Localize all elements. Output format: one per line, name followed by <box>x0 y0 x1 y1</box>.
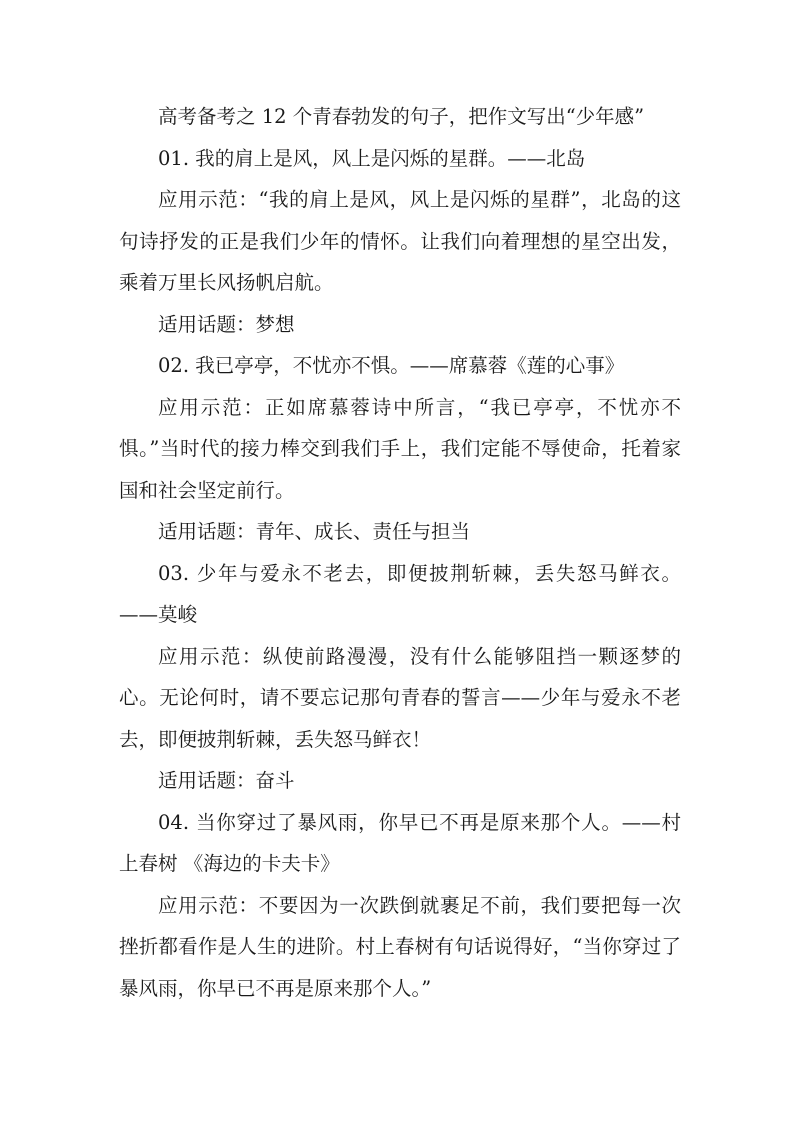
topic-03: 适用话题：奋斗 <box>158 769 295 792</box>
quote-02: 02. 我已亭亭，不忧亦不惧。——席慕蓉《莲的心事》 <box>158 354 625 377</box>
example-04: 应用示范：不要因为一次跌倒就裹足不前，我们要把每一次挫折都看作是人生的进阶。村上春树有句话说得好，“当你穿过了暴风雨，你早已不再是原来那个人。” <box>119 893 681 1000</box>
example-03: 应用示范：纵使前路漫漫，没有什么能够阻挡一颗逐梦的心。无论何时，请不要忘记那句青春的誓言——少年与爱永不老去，即便披荆斩棘，丢失怒马鲜衣！ <box>119 644 681 751</box>
quote-03: 03. 少年与爱永不老去，即便披荆斩棘，丢失怒马鲜衣。——莫峻 <box>119 561 681 626</box>
example-01: 应用示范：“我的肩上是风，风上是闪烁的星群”，北岛的这句诗抒发的正是我们少年的情怀。让我们向着理想的星空出发，乘着万里长风扬帆启航。 <box>119 188 681 294</box>
topic-01: 适用话题：梦想 <box>158 312 295 336</box>
topic-02: 适用话题：青年、成长、责任与担当 <box>158 520 471 543</box>
example-02: 应用示范：正如席慕蓉诗中所言，“我已亭亭，不忧亦不惧。”当时代的接力棒交到我们手上，我们定能不辱使命，托着家国和社会坚定前行。 <box>119 395 681 502</box>
document-page <box>119 96 681 1009</box>
quote-01: 01. 我的肩上是风，风上是闪烁的星群。——北岛 <box>158 146 586 170</box>
document-title: 高考备考之 12 个青春勃发的句子，把作文写出“少年感” <box>158 105 645 128</box>
quote-04: 04. 当你穿过了暴风雨，你早已不再是原来那个人。——村上春树 《海边的卡夫卡》 <box>119 810 681 875</box>
